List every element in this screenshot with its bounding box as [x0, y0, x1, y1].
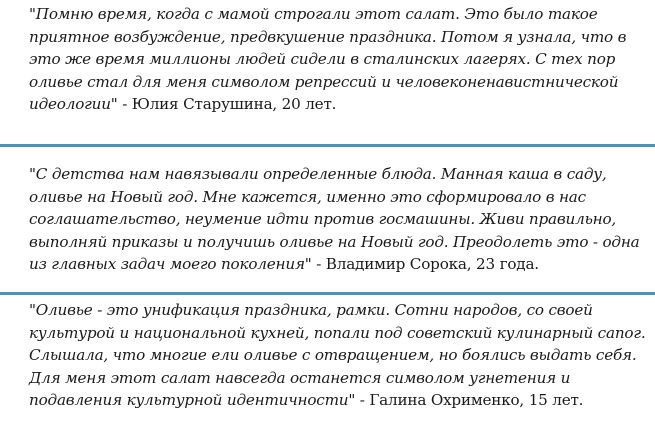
section-divider-1	[0, 144, 655, 147]
quote-text-2: "С детства нам навязывали определенные блюда. Манная каша в саду, оливье на Новый год. Мне кажется, именно это сформировало в нас соглашательство, неумение идти против госмашины. Живи правильно, выполняй приказы и получишь оливье на Новый год. Преодолеть это - одна из главных задач моего поколения"	[29, 165, 640, 274]
quote-block-2	[0, 163, 655, 276]
quote-text-1: "Помню время, когда с мамой строгали этот салат. Это было такое приятное возбуждение, предвкушение праздника. Потом я узнала, что в это же время миллионы людей сидели в сталинских лагерях. С тех пор оливье стал для меня символом репрессий и человеконенавистнической идеологии"	[29, 5, 627, 114]
quote-paragraph-2	[29, 163, 647, 276]
quote-attribution-1: - Юлия Старушина, 20 лет.	[117, 95, 337, 114]
quote-block-3	[0, 299, 655, 412]
quote-attribution-3: - Галина Охрименко, 15 лет.	[355, 391, 584, 410]
quote-text-3: "Оливье - это унификация праздника, рамки. Сотни народов, со своей культурой и национальной кухней, попали под советский кулинарный сапог. Слышала, что многие ели оливье с отвращением, но боялись выдать себя. Для меня этот салат навсегда останется символом угнетения и подавления культурной идентичности"	[29, 301, 646, 410]
quote-paragraph-1	[29, 3, 647, 116]
quote-block-1	[0, 3, 655, 116]
quote-attribution-2: - Владимир Сорока, 23 года.	[311, 255, 539, 274]
section-divider-2	[0, 292, 655, 295]
quote-paragraph-3	[29, 299, 647, 412]
